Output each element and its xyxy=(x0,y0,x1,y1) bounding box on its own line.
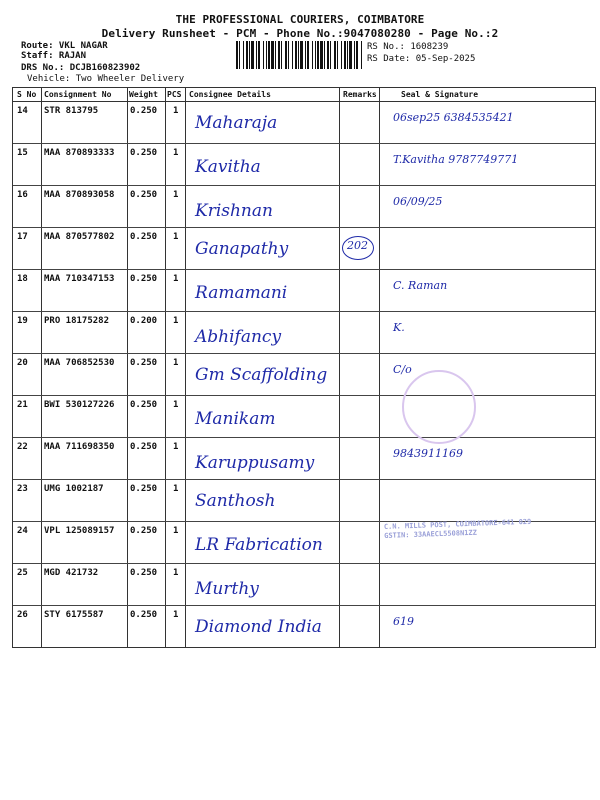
row-sno: 25 xyxy=(17,568,28,578)
row-weight: 0.250 xyxy=(130,148,158,158)
barcode-bar xyxy=(347,41,348,69)
row-weight: 0.250 xyxy=(130,106,158,116)
row-consignment-no: STR 813795 xyxy=(44,106,99,116)
row-consignment-no: MAA 711698350 xyxy=(44,442,115,452)
delivery-table xyxy=(12,87,596,648)
table-row xyxy=(13,311,595,354)
row-signature: T.Kavitha 9787749771 xyxy=(393,153,519,166)
barcode-bar xyxy=(268,41,270,69)
row-consignee-handwritten: Santhosh xyxy=(195,491,276,511)
rs-date: RS Date: 05-Sep-2025 xyxy=(367,54,476,64)
table-row xyxy=(13,269,595,312)
row-sno: 18 xyxy=(17,274,28,284)
row-consignee-handwritten: Krishnan xyxy=(195,201,273,221)
barcode-bar xyxy=(281,41,282,69)
table-row xyxy=(13,479,595,522)
row-consignment-no: MAA 870893333 xyxy=(44,148,115,158)
barcode-bar xyxy=(266,41,267,69)
route-label: Route: VKL NAGAR xyxy=(21,41,108,51)
row-weight: 0.250 xyxy=(130,526,158,536)
row-signature: C/o xyxy=(393,363,412,376)
barcode-bar xyxy=(271,41,274,69)
row-consignee-handwritten: Murthy xyxy=(195,579,259,599)
col-consignee: Consignee Details xyxy=(189,90,271,99)
row-sno: 23 xyxy=(17,484,28,494)
row-signature: 06/09/25 xyxy=(393,195,443,208)
table-row xyxy=(13,353,595,396)
row-sno: 22 xyxy=(17,442,28,452)
col-consignment: Consignment No xyxy=(44,90,112,99)
row-pcs: 1 xyxy=(173,190,179,200)
row-remark: 202 xyxy=(347,239,368,252)
row-weight: 0.250 xyxy=(130,610,158,620)
col-pcs: PCS xyxy=(167,90,182,99)
barcode-bar xyxy=(285,41,287,69)
table-row xyxy=(13,605,595,647)
row-signature: C. Raman xyxy=(393,279,448,292)
barcode-bar xyxy=(312,41,313,69)
barcode-bar xyxy=(251,41,254,69)
row-consignee-handwritten: Manikam xyxy=(195,409,276,429)
barcode-bar xyxy=(307,41,309,69)
barcode-bar xyxy=(300,41,303,69)
remark-circle xyxy=(342,236,374,260)
barcode-bar xyxy=(341,41,342,69)
row-consignee-handwritten: Karuppusamy xyxy=(195,453,315,473)
table-row xyxy=(13,143,595,186)
stamp-line-2: GSTIN: 33AAECL5508N1ZZ xyxy=(384,528,477,540)
barcode-bar xyxy=(249,41,250,69)
table-row xyxy=(13,227,595,270)
row-pcs: 1 xyxy=(173,232,179,242)
row-consignee-handwritten: LR Fabrication xyxy=(195,535,323,555)
row-pcs: 1 xyxy=(173,484,179,494)
row-weight: 0.250 xyxy=(130,568,158,578)
table-header xyxy=(13,88,595,102)
row-consignee-handwritten: Abhifancy xyxy=(195,327,282,347)
company-title: THE PROFESSIONAL COURIERS, COIMBATORE xyxy=(175,13,425,26)
barcode-image xyxy=(236,41,362,69)
barcode-bar xyxy=(361,41,362,69)
row-consignee-handwritten: Ramamani xyxy=(195,283,288,303)
table-row xyxy=(13,101,595,144)
row-signature: 619 xyxy=(393,615,414,628)
row-consignment-no: PRO 18175282 xyxy=(44,316,110,326)
barcode-bar xyxy=(337,41,338,69)
row-consignment-no: VPL 125089157 xyxy=(44,526,115,536)
row-consignment-no: MAA 706852530 xyxy=(44,358,115,368)
row-sno: 14 xyxy=(17,106,28,116)
col-seal: Seal & Signature xyxy=(401,90,479,99)
table-row xyxy=(13,563,595,606)
row-sno: 24 xyxy=(17,526,28,536)
row-consignee-handwritten: Ganapathy xyxy=(195,239,289,259)
row-signature: 06sep25 6384535421 xyxy=(393,111,514,124)
col-weight: Weight xyxy=(129,90,158,99)
table-row xyxy=(13,395,595,438)
col-sno: S No xyxy=(17,90,37,99)
row-consignment-no: MAA 870893058 xyxy=(44,190,115,200)
row-sno: 21 xyxy=(17,400,28,410)
stamp-line-1: C.N. MILLS POST, COIMBATORE-641 029 xyxy=(383,517,532,531)
row-weight: 0.250 xyxy=(130,358,158,368)
row-consignment-no: BWI 530127226 xyxy=(44,400,115,410)
row-pcs: 1 xyxy=(173,106,179,116)
row-weight: 0.250 xyxy=(130,232,158,242)
barcode-bar xyxy=(263,41,264,69)
row-signature: K. xyxy=(393,321,405,334)
row-consignee-handwritten: Kavitha xyxy=(195,157,261,177)
row-sno: 26 xyxy=(17,610,28,620)
drs-label: DRS No.: DCJB160823902 xyxy=(21,63,141,73)
staff-label: Staff: RAJAN xyxy=(21,51,87,61)
barcode-bar xyxy=(288,41,289,69)
row-pcs: 1 xyxy=(173,358,179,368)
vehicle-label: Vehicle: Two Wheeler Delivery xyxy=(27,74,185,84)
barcode-bar xyxy=(320,41,323,69)
barcode-bar xyxy=(295,41,297,69)
row-consignment-no: MAA 870577802 xyxy=(44,232,115,242)
row-consignee-handwritten: Maharaja xyxy=(195,113,278,133)
col-remarks: Remarks xyxy=(343,90,377,99)
barcode-bar xyxy=(354,41,355,69)
barcode-bar xyxy=(334,41,336,69)
barcode-bar xyxy=(243,41,244,69)
row-weight: 0.250 xyxy=(130,442,158,452)
row-weight: 0.200 xyxy=(130,316,158,326)
barcode-bar xyxy=(239,41,240,69)
row-consignment-no: MAA 710347153 xyxy=(44,274,115,284)
barcode-bar xyxy=(324,41,325,69)
row-pcs: 1 xyxy=(173,442,179,452)
row-pcs: 1 xyxy=(173,400,179,410)
row-weight: 0.250 xyxy=(130,274,158,284)
barcode-bar xyxy=(278,41,280,69)
row-weight: 0.250 xyxy=(130,190,158,200)
barcode-bar xyxy=(317,41,319,69)
row-pcs: 1 xyxy=(173,274,179,284)
barcode-bar xyxy=(256,41,257,69)
rs-number: RS No.: 1608239 xyxy=(367,42,449,52)
table-row xyxy=(13,437,595,480)
row-pcs: 1 xyxy=(173,316,179,326)
barcode-bar xyxy=(344,41,346,69)
row-consignment-no: UMG 1002187 xyxy=(44,484,104,494)
barcode-bar xyxy=(330,41,331,69)
row-pcs: 1 xyxy=(173,610,179,620)
row-sno: 16 xyxy=(17,190,28,200)
barcode-bar xyxy=(236,41,238,69)
table-row xyxy=(13,185,595,228)
faded-seal xyxy=(402,370,476,444)
row-consignee-handwritten: Gm Scaffolding xyxy=(195,365,328,385)
barcode-bar xyxy=(356,41,358,69)
row-sno: 20 xyxy=(17,358,28,368)
row-signature: 9843911169 xyxy=(393,447,463,460)
row-sno: 17 xyxy=(17,232,28,242)
barcode-bar xyxy=(275,41,276,69)
barcode-bar xyxy=(258,41,260,69)
row-pcs: 1 xyxy=(173,148,179,158)
barcode-bar xyxy=(305,41,306,69)
row-pcs: 1 xyxy=(173,526,179,536)
barcode-bar xyxy=(327,41,329,69)
barcode-bar xyxy=(315,41,316,69)
row-consignment-no: STY 6175587 xyxy=(44,610,104,620)
row-sno: 15 xyxy=(17,148,28,158)
row-weight: 0.250 xyxy=(130,484,158,494)
barcode-bar xyxy=(298,41,299,69)
row-pcs: 1 xyxy=(173,568,179,578)
row-weight: 0.250 xyxy=(130,400,158,410)
barcode-bar xyxy=(349,41,352,69)
row-sno: 19 xyxy=(17,316,28,326)
row-consignee-handwritten: Diamond India xyxy=(195,617,322,637)
row-consignment-no: MGD 421732 xyxy=(44,568,99,578)
runsheet-subtitle: Delivery Runsheet - PCM - Phone No.:9047080280 - Page No.:2 xyxy=(101,27,499,40)
barcode-bar xyxy=(292,41,293,69)
barcode-bar xyxy=(246,41,248,69)
